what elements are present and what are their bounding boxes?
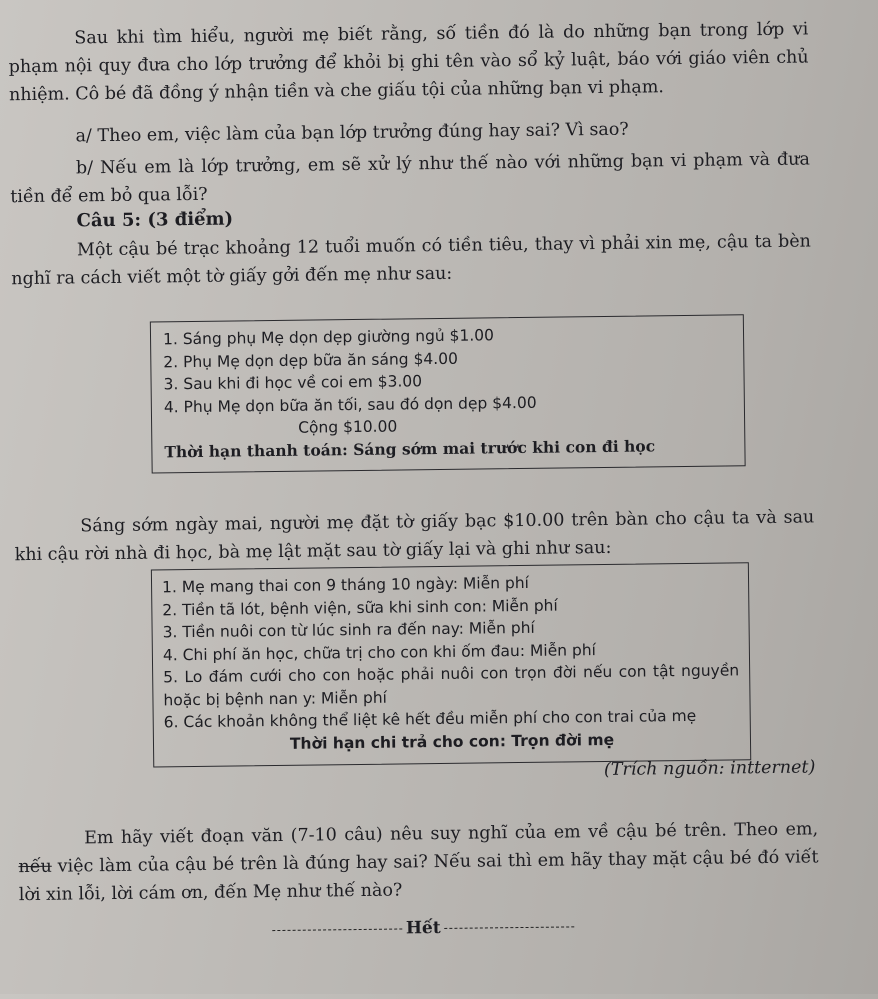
bill-item: 2. Phụ Mẹ dọn dẹp bữa ăn sáng $4.00 <box>163 349 458 371</box>
note-item: 1. Mẹ mang thai con 9 tháng 10 ngày: Miễn phí <box>161 573 530 597</box>
boy-bill-box <box>150 314 746 473</box>
intro-paragraph: Sau khi tìm hiểu, người mẹ biết rằng, số tiền đó là do những bạn trong lớp vi phạm nội quy đưa cho lớp trưởng để khỏi bị ghi tên vào sổ kỷ luật, báo với giáo viên chủ nhiệm. Cô bé đã đồng ý nhận tiền và che giấu tội của những bạn vi phạm. <box>8 19 809 106</box>
task-text-before: Em hãy viết đoạn văn (7-10 câu) nêu suy nghĩ của em về cậu bé trên. Theo em, <box>84 819 819 849</box>
dash-left <box>272 928 402 931</box>
note-item: 2. Tiền tã lót, bệnh viện, sữa khi sinh con: Miễn phí <box>162 596 558 619</box>
question-b: b/ Nếu em là lớp trưởng, em sẽ xử lý như thế nào với những bạn vi phạm và đưa tiền để em bỏ qua lỗi? <box>10 149 811 208</box>
note-item: 6. Các khoản không thể liệt kê hết đều miễn phí cho con trai của mẹ <box>163 706 697 732</box>
note-deadline: Thời hạn chi trả cho con: Trọn đời mẹ <box>289 730 615 753</box>
source-citation: (Trích nguồn: intternet) <box>603 757 816 781</box>
bill-deadline: Thời hạn thanh toán: Sáng sớm mai trước khi con đi học <box>164 435 656 461</box>
writing-task <box>18 815 819 909</box>
story-continue: Sáng sớm ngày mai, người mẹ đặt tờ giấy bạc $10.00 trên bàn cho cậu ta và sau khi cậu rời nhà đi học, bà mẹ lật mặt sau tờ giấy lại và ghi như sau: <box>14 507 815 566</box>
end-marker <box>263 916 583 940</box>
end-label: Hết <box>405 918 441 939</box>
bill-item: 3. Sau khi đi học về coi em $3.00 <box>163 372 423 394</box>
note-item: 4. Chi phí ăn học, chữa trị cho con khi ốm đau: Miễn phí <box>162 640 597 664</box>
bill-total: Cộng $10.00 <box>298 417 398 437</box>
task-text-after: việc làm của cậu bé trên là đúng hay sai? Nếu sai thì em hãy thay mặt cậu bé đó viết lời xin lỗi, lời cám ơn, đến Mẹ như thế nào? <box>18 847 819 906</box>
question-a: a/ Theo em, việc làm của bạn lớp trưởng đúng hay sai? Vì sao? <box>75 119 629 147</box>
dash-right <box>445 926 575 929</box>
task-struck-word: nếu <box>18 856 52 878</box>
cau5-heading: Câu 5: (3 điểm) <box>76 208 234 232</box>
bill-item: 1. Sáng phụ Mẹ dọn dẹp giường ngủ $1.00 <box>162 326 495 349</box>
bill-item: 4. Phụ Mẹ dọn bữa ăn tối, sau đó dọn dẹp $4.00 <box>163 393 537 416</box>
mother-note-box <box>151 562 751 767</box>
note-item: 5. Lo đám cưới cho con hoặc phải nuôi con trọn đời nếu con tật nguyền hoặc bị bệnh nan y: Miễn phí <box>163 661 740 709</box>
cau5-intro: Một cậu bé trạc khoảng 12 tuổi muốn có tiền tiêu, thay vì phải xin mẹ, cậu ta bèn nghĩ ra cách viết một tờ giấy gởi đến mẹ như sau: <box>11 231 812 290</box>
note-item: 3. Tiền nuôi con từ lúc sinh ra đến nay: Miễn phí <box>162 618 535 642</box>
